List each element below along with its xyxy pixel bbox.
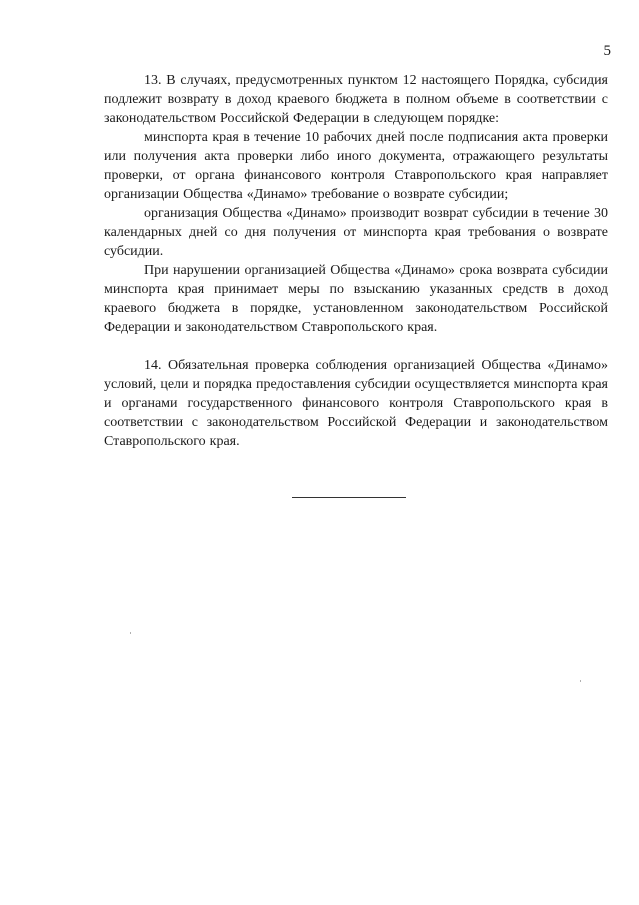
page-number: 5 bbox=[603, 43, 611, 59]
section-13-step-1: минспорта края в течение 10 рабочих дней после подписания акта проверки или получения акта проверки либо иного документа, отражающего результаты проверки, от органа финансового контроля Ставропольского края направляет организации Общества «Динамо» требование о возврате субсидии; bbox=[104, 130, 608, 202]
scan-speck bbox=[130, 632, 131, 634]
section-13-intro: 13. В случаях, предусмотренных пунктом 12 настоящего Порядка, субсидия подлежит возврату в доход краевого бюджета в полном объеме в соответствии с законодательством Российской Федерации в следующем порядке: bbox=[104, 73, 608, 126]
scan-speck bbox=[580, 680, 581, 682]
section-13-step-2: организация Общества «Динамо» производит возврат субсидии в течение 30 календарных дней со дня получения от минспорта края требования о возврате субсидии. bbox=[104, 206, 608, 259]
document-body bbox=[104, 71, 608, 451]
section-14-text: 14. Обязательная проверка соблюдения организацией Общества «Динамо» условий, цели и порядка предоставления субсидии осуществляется минспорта края и органами государственного финансового контроля Ставропольского края в соответствии с законодательством Российской Федерации и законодательством Ставропольского края. bbox=[104, 358, 608, 449]
section-13-violation: При нарушении организацией Общества «Динамо» срока возврата субсидии минспорта края принимает меры по взысканию указанных средств в доход краевого бюджета в порядке, установленном законодательством Российской Федерации и законодательством Ставропольского края. bbox=[104, 263, 608, 335]
paragraph-gap bbox=[104, 337, 608, 356]
end-separator-line bbox=[292, 497, 406, 498]
